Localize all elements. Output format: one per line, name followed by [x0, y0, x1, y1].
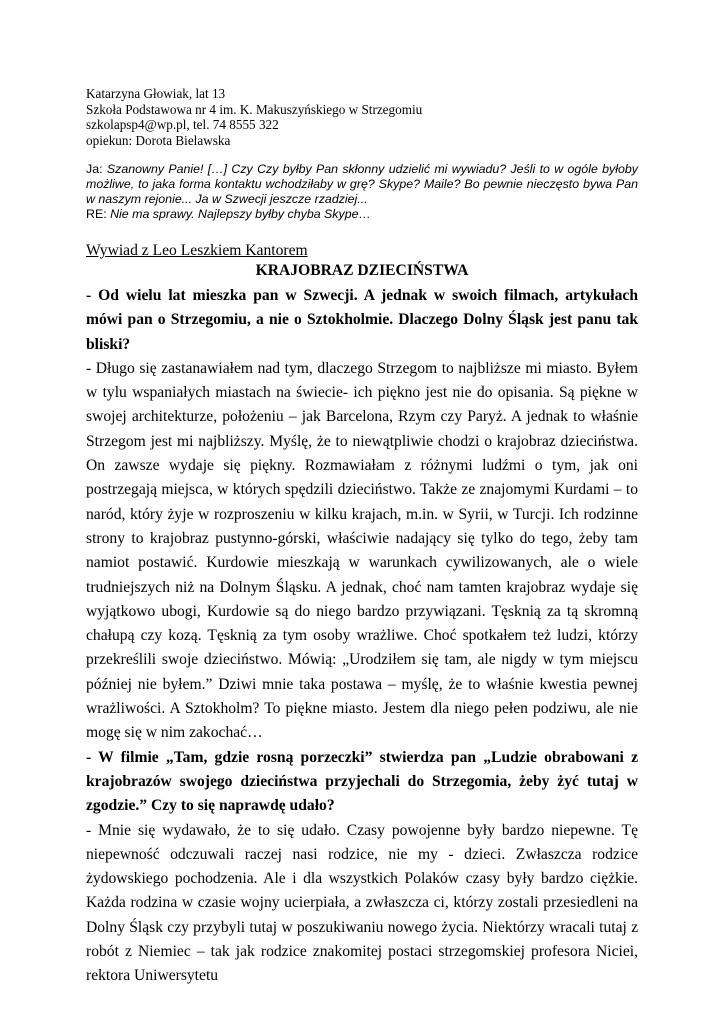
- ja-message: [86, 162, 638, 207]
- re-message: [86, 207, 638, 222]
- author-name: Katarzyna Głowiak, lat 13: [86, 86, 226, 101]
- ja-label: Ja:: [86, 162, 103, 176]
- ja-text: Szanowny Panie! […] Czy Czy byłby Pan skłonny udzielić mi wywiadu? Jeśli to w ogóle byłoby możliwe, to jaka forma kontaktu wchodziłaby w grę? Skype? Maile? Bo pewnie nieczęsto bywa Pan w naszym rejonie... Ja w Szwecji jeszcze rzadziej...: [86, 162, 638, 206]
- re-label: RE:: [86, 207, 107, 221]
- email-exchange: [86, 162, 638, 222]
- interview-body: [86, 284, 638, 989]
- author-header: [86, 86, 638, 148]
- question-2: - W filmie „Tam, gdzie rosną porzeczki” stwierdza pan „Ludzie obrabowani z krajobrazów swojego dzieciństwa przyjechali do Strzegomia, żeby żyć tutaj w zgodzie.” Czy to się naprawdę udało?: [86, 748, 638, 815]
- school-name: Szkoła Podstawowa nr 4 im. K. Makuszyńskiego w Strzegomiu: [86, 101, 423, 117]
- interview-subtitle: Wywiad z Leo Leszkiem Kantorem: [86, 242, 308, 259]
- re-text: Nie ma sprawy. Najlepszy byłby chyba Skype…: [110, 207, 371, 221]
- answer-2: - Mnie się wydawało, że to się udało. Czasy powojenne były bardzo niepewne. Tę niepewność odczuwali raczej nasi rodzice, nie my - dzieci. Zwłaszcza rodzice żydowskiego pochodzenia. Ale i dla wszystkich Polaków czasy były bardzo ciężkie. Każda rodzina w czasie wojny ucierpiała, a zwłaszcza ci, którzy zostali przesiedleni na Dolny Śląsk czy przybyli tutaj w poszukiwaniu nowego życia. Niektórzy wracali tutaj z robót z Niemiec – tak jak rodzice znakomitej postaci strzegomskiej profesora Niciei, rektora Uniwersytetu: [86, 821, 638, 985]
- supervisor-line: opiekun: Dorota Bielawska: [86, 132, 231, 148]
- answer-1: - Długo się zastanawiałem nad tym, dlaczego Strzegom to najbliższe mi miasto. Byłem w tylu wspaniałych miastach na świecie- ich piękno jest nie do opisania. Są piękne w swojej architekturze, położeniu – jak Barcelona, Rzym czy Paryż. A jednak to właśnie Strzegom jest mi najbliższy. Myślę, że to niewątpliwie chodzi o krajobraz dzieciństwa. On zawsze wydaje się piękny. Rozmawiałam z różnymi ludźmi o tym, jak oni postrzegają miejsca, w których spędzili dzieciństwo. Także ze znajomymi Kurdami – to naród, który żyje w rozproszeniu w kilku krajach, m.in. w Syrii, w Turcji. Ich rodzinne strony to krajobraz pustynno-górski, właściwie nadający się tylko do tego, żeby tam namiot postawić. Kurdowie mieszkają w warunkach cywilizowanych, ale o wiele trudniejszych niż na Dolnym Śląsku. A jednak, choć nam tamten krajobraz wydaje się wyjątkowo ubogi, Kurdowie są do niego bardzo przywiązani. Tęsknią za tą skromną chałupą czy kozą. Tęsknią za tym osoby wrażliwe. Choć spotkałem też ludzi, którzy przekreślili swoje dzieciństwo. Mówią: „Urodziłem się tam, ale nigdy w tym miejscu później nie byłem.” Dziwi mnie taka postawa – myślę, że to właśnie kwestia pewnej wrażliwości. A Sztokholm? To piękne miasto. Jestem dla niego pełen podziwu, ale nie mogę się w nim zakochać…: [86, 359, 638, 742]
- contact-line: szkolapsp4@wp.pl, tel. 74 8555 322: [86, 117, 279, 132]
- interview-title: KRAJOBRAZ DZIECIŃSTWA: [255, 262, 469, 279]
- question-1: - Od wielu lat mieszka pan w Szwecji. A jednak w swoich filmach, artykułach mówi pan o Strzegomiu, a nie o Sztokholmie. Dlaczego Dolny Śląsk jest panu tak bliski?: [86, 287, 638, 353]
